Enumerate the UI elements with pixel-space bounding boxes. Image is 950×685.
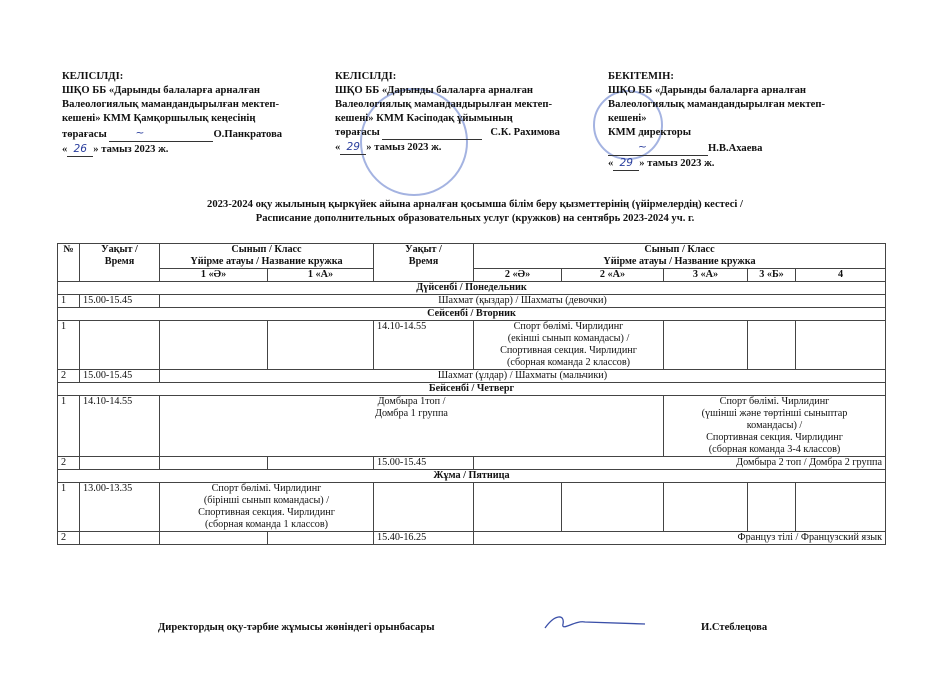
grade-cell: 3 «А» (664, 269, 748, 282)
header-number: № (58, 244, 80, 282)
approval-line: кешені» КММ Қамқоршылық кеңесінің (62, 113, 256, 124)
row-number: 1 (58, 483, 80, 532)
footer-name: И.Стеблецова (701, 622, 768, 633)
grade-cell: 1 «А» (268, 269, 374, 282)
header-class: Сынып / Класс Үйірме атауы / Название кружка (474, 244, 886, 269)
empty-cell (562, 483, 664, 532)
activity-cell: Домбыра 1топ / Домбра 1 группа (160, 396, 664, 457)
empty-cell (160, 532, 268, 545)
activity-cell: Шахмат (қыздар) / Шахматы (девочки) (160, 295, 886, 308)
approval-heading: БЕКІТЕМІН: (608, 71, 674, 82)
empty-cell (80, 532, 160, 545)
approval-2 (335, 70, 560, 155)
grade-cell: 1 «Ә» (160, 269, 268, 282)
sign-prefix: төрағасы (62, 129, 107, 140)
document-title (0, 198, 950, 226)
title-kz: 2023-2024 оқу жылының қыркүйек айына арналған қосымша білім беру қызметтерінің (үйірмелердің) кестесі / (207, 199, 743, 210)
empty-cell (664, 321, 748, 370)
empty-cell (268, 321, 374, 370)
approval-date: « 29 » тамыз 2023 ж. (335, 141, 442, 153)
empty-cell (160, 457, 268, 470)
activity-cell: Француз тілі / Французский язык (474, 532, 886, 545)
empty-cell (748, 321, 796, 370)
day-monday: Дүйсенбі / Понедельник (58, 282, 886, 295)
approvals-block (0, 0, 950, 200)
row-time: 14.10-14.55 (374, 321, 474, 370)
empty-cell (474, 483, 562, 532)
approval-sign-line (335, 126, 560, 140)
signature-mark (535, 610, 655, 636)
date-day: 29 (613, 156, 639, 171)
row-time: 15.00-15.45 (374, 457, 474, 470)
activity-cell: Шахмат (ұлдар) / Шахматы (мальчики) (160, 370, 886, 383)
empty-cell (160, 321, 268, 370)
signature-field: ~ (608, 140, 708, 156)
row-number: 1 (58, 396, 80, 457)
row-number: 1 (58, 295, 80, 308)
approval-sign-line (608, 140, 825, 156)
signatory-name: О.Панкратова (213, 129, 283, 140)
day-row (58, 383, 886, 396)
table-row (58, 295, 886, 308)
approval-heading: КЕЛІСІЛДІ: (62, 71, 124, 82)
signatory-name: Н.В.Ахаева (708, 143, 763, 154)
activity-cell: Спорт бөлімі. Чирлидинг (үшінші және төртінші сыныптар командасы) / Спортивная секция. Чирлидинг (сборная команда 3-4 классов) (664, 396, 886, 457)
table-row (58, 457, 886, 470)
day-friday: Жұма / Пятница (58, 470, 886, 483)
grade-cell: 2 «А» (562, 269, 664, 282)
row-time: 15.00-15.45 (80, 295, 160, 308)
day-tuesday: Сейсенбі / Вторник (58, 308, 886, 321)
approval-line: кешені» КММ Кәсіподақ ұйымының (335, 113, 513, 124)
approval-line: Валеологиялық мамандандырылған мектеп- (608, 99, 826, 110)
table-row (58, 532, 886, 545)
approval-line: ШҚО ББ «Дарынды балаларға арналған (335, 85, 534, 96)
approval-line: ШҚО ББ «Дарынды балаларға арналған (608, 85, 807, 96)
approval-sign-line (62, 126, 282, 142)
schedule-table (57, 243, 886, 545)
row-number: 2 (58, 532, 80, 545)
approval-date: « 26 » тамыз 2023 ж. (62, 143, 169, 155)
signatory-name: С.К. Рахимова (490, 127, 560, 138)
empty-cell (268, 457, 374, 470)
empty-cell (796, 483, 886, 532)
row-time: 15.00-15.45 (80, 370, 160, 383)
activity-cell: Домбыра 2 топ / Домбра 2 группа (474, 457, 886, 470)
grade-cell: 3 «Б» (748, 269, 796, 282)
empty-cell (80, 457, 160, 470)
header-class: Сынып / Класс Үйірме атауы / Название кружка (160, 244, 374, 269)
approval-line: Валеологиялық мамандандырылған мектеп- (62, 99, 280, 110)
header-time: Уақыт / Время (80, 244, 160, 282)
row-time: 13.00-13.35 (80, 483, 160, 532)
empty-cell (374, 483, 474, 532)
row-time: 15.40-16.25 (374, 532, 474, 545)
footer-position: Директордың оқу-тәрбие жұмысы жөніндегі орынбасары (158, 622, 435, 633)
day-row (58, 470, 886, 483)
grade-cell: 2 «Ә» (474, 269, 562, 282)
approval-line: Валеологиялық мамандандырылған мектеп- (335, 99, 553, 110)
empty-cell (748, 483, 796, 532)
approval-heading: КЕЛІСІЛДІ: (335, 71, 397, 82)
table-row (58, 321, 886, 370)
signature-field: ~ (109, 126, 213, 142)
table-row (58, 483, 886, 532)
title-ru: Расписание дополнительных образовательных услуг (кружков) на сентябрь 2023-2024 уч. г. (255, 213, 695, 224)
activity-cell: Спорт бөлімі. Чирлидинг (бірінші сынып командасы) / Спортивная секция. Чирлидинг (сборная команда 1 классов) (160, 483, 374, 532)
date-day: 26 (67, 142, 93, 157)
day-thursday: Бейсенбі / Четверг (58, 383, 886, 396)
header-time: Уақыт / Время (374, 244, 474, 282)
row-time: 14.10-14.55 (80, 396, 160, 457)
approval-date: « 29 » тамыз 2023 ж. (608, 157, 715, 169)
activity-cell: Спорт бөлімі. Чирлидинг (екінші сынып командасы) / Спортивная секция. Чирлидинг (сборная команда 2 классов) (474, 321, 664, 370)
empty-cell (80, 321, 160, 370)
table-row (58, 370, 886, 383)
day-row (58, 282, 886, 295)
approval-1 (62, 70, 282, 157)
empty-cell (796, 321, 886, 370)
date-day: 29 (340, 140, 366, 155)
table-header-row (58, 244, 886, 269)
row-number: 2 (58, 457, 80, 470)
table-row (58, 396, 886, 457)
approval-line: кешені» (608, 113, 647, 124)
sign-prefix: төрағасы (335, 127, 380, 138)
grade-cell: 4 (796, 269, 886, 282)
row-number: 1 (58, 321, 80, 370)
empty-cell (664, 483, 748, 532)
row-number: 2 (58, 370, 80, 383)
approval-line: ШҚО ББ «Дарынды балаларға арналған (62, 85, 261, 96)
approval-3 (608, 70, 825, 171)
empty-cell (268, 532, 374, 545)
day-row (58, 308, 886, 321)
approval-line: КММ директоры (608, 127, 692, 138)
